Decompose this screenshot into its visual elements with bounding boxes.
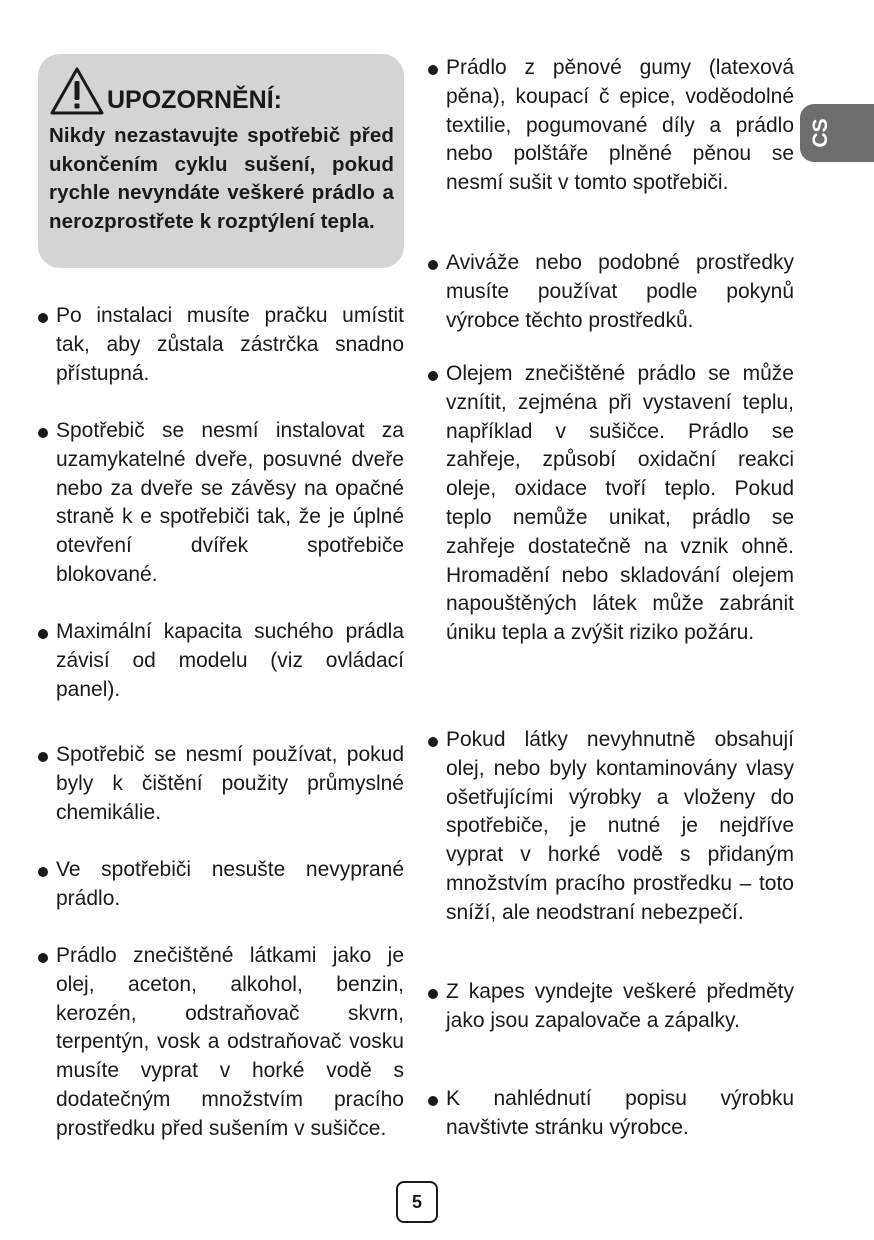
- list-item: [38, 942, 404, 1144]
- list-item-text: Maximální kapacita suchého prádla závisí od modelu (viz ovládací panel).: [56, 620, 404, 701]
- list-item-text: Prádlo znečištěné látkami jako je olej, aceton, alkohol, benzin, kerozén, odstraňovač skvrn, terpentýn, vosk a odstraňovač vosku musíte vyprat v horké vodě s dodatečným množstvím pracího prostředku před sušením v sušičce.: [56, 944, 404, 1140]
- list-item-text: Ve spotřebiči nesušte nevyprané prádlo.: [56, 858, 404, 910]
- list-item: [38, 741, 404, 827]
- bullet-dot-icon: [428, 260, 438, 270]
- bullet-dot-icon: [428, 737, 438, 747]
- list-item-text: Olejem znečištěné prádlo se může vznítit, zejména při vystavení teplu, například v sušičce. Prádlo se zahřeje, způsobí oxidační reakci oleje, oxidace tvoří teplo. Pokud teplo nemůže unikat, prádlo se zahřeje dostatečně na vznik ohně. Hromadění nebo skladování olejem napouštěných látek může zabránit úniku tepla a zvýšit riziko požáru.: [446, 362, 794, 645]
- list-item-text: Pokud látky nevyhnutně obsahují olej, nebo byly kontaminovány vlasy ošetřujícími výrobky a vloženy do spotřebiče, je nutné je nejdříve vyprat v horké vodě s přidaným množstvím pracího prostředku – toto sníží, ale neodstraní nebezpečí.: [446, 728, 794, 924]
- bullet-dot-icon: [38, 953, 48, 963]
- list-item: [428, 249, 794, 335]
- bullet-dot-icon: [38, 752, 48, 762]
- list-item-text: Z kapes vyndejte veškeré předměty jako jsou zapalovače a zápalky.: [446, 980, 794, 1032]
- list-item: [428, 726, 794, 928]
- list-item-text: Prádlo z pěnové gumy (latexová pěna), koupací č epice, voděodolné textilie, pogumované díly a prádlo nebo polštáře plněné pěnou se nesmí sušit v tomto spotřebiči.: [446, 56, 794, 195]
- warning-box: [38, 54, 404, 268]
- bullet-dot-icon: [38, 428, 48, 438]
- bullet-dot-icon: [428, 1096, 438, 1106]
- list-item-text: Aviváže nebo podobné prostředky musíte používat podle pokynů výrobce těchto prostředků.: [446, 251, 794, 332]
- list-item-text: Spotřebič se nesmí instalovat za uzamykatelné dveře, posuvné dveře nebo za dveře se závěsy na opačné straně k e spotřebiči tak, že je úplné otevření dvířek spotřebiče blokované.: [56, 419, 404, 586]
- warning-triangle-icon: [49, 66, 105, 116]
- warning-header: [49, 64, 394, 116]
- list-item: [38, 417, 404, 590]
- page-number: 5: [396, 1181, 438, 1223]
- bullet-dot-icon: [428, 371, 438, 381]
- list-item: [428, 978, 794, 1036]
- list-item-text: Po instalaci musíte pračku umístit tak, aby zůstala zástrčka snadno přístupná.: [56, 304, 404, 385]
- bullet-dot-icon: [38, 867, 48, 877]
- language-tab-label: CS: [809, 118, 832, 148]
- warning-title: UPOZORNĚNÍ:: [107, 86, 282, 114]
- list-item: [428, 360, 794, 648]
- list-item-text: Spotřebič se nesmí používat, pokud byly k čištění použity průmyslné chemikálie.: [56, 743, 404, 824]
- bullet-dot-icon: [428, 65, 438, 75]
- bullet-dot-icon: [428, 989, 438, 999]
- language-tab: [800, 104, 874, 162]
- list-item: [38, 856, 404, 914]
- list-item: [428, 1085, 794, 1143]
- bullet-dot-icon: [38, 629, 48, 639]
- bullet-dot-icon: [38, 313, 48, 323]
- list-item: [38, 618, 404, 704]
- list-item: [428, 54, 794, 198]
- list-item: [38, 302, 404, 388]
- warning-text: Nikdy nezastavujte spotřebič před ukončením cyklu sušení, pokud rychle nevyndáte veškeré prádlo a nerozprostřete k rozptýlení tepla.: [49, 124, 394, 233]
- list-item-text: K nahlédnutí popisu výrobku navštivte stránku výrobce.: [446, 1087, 794, 1139]
